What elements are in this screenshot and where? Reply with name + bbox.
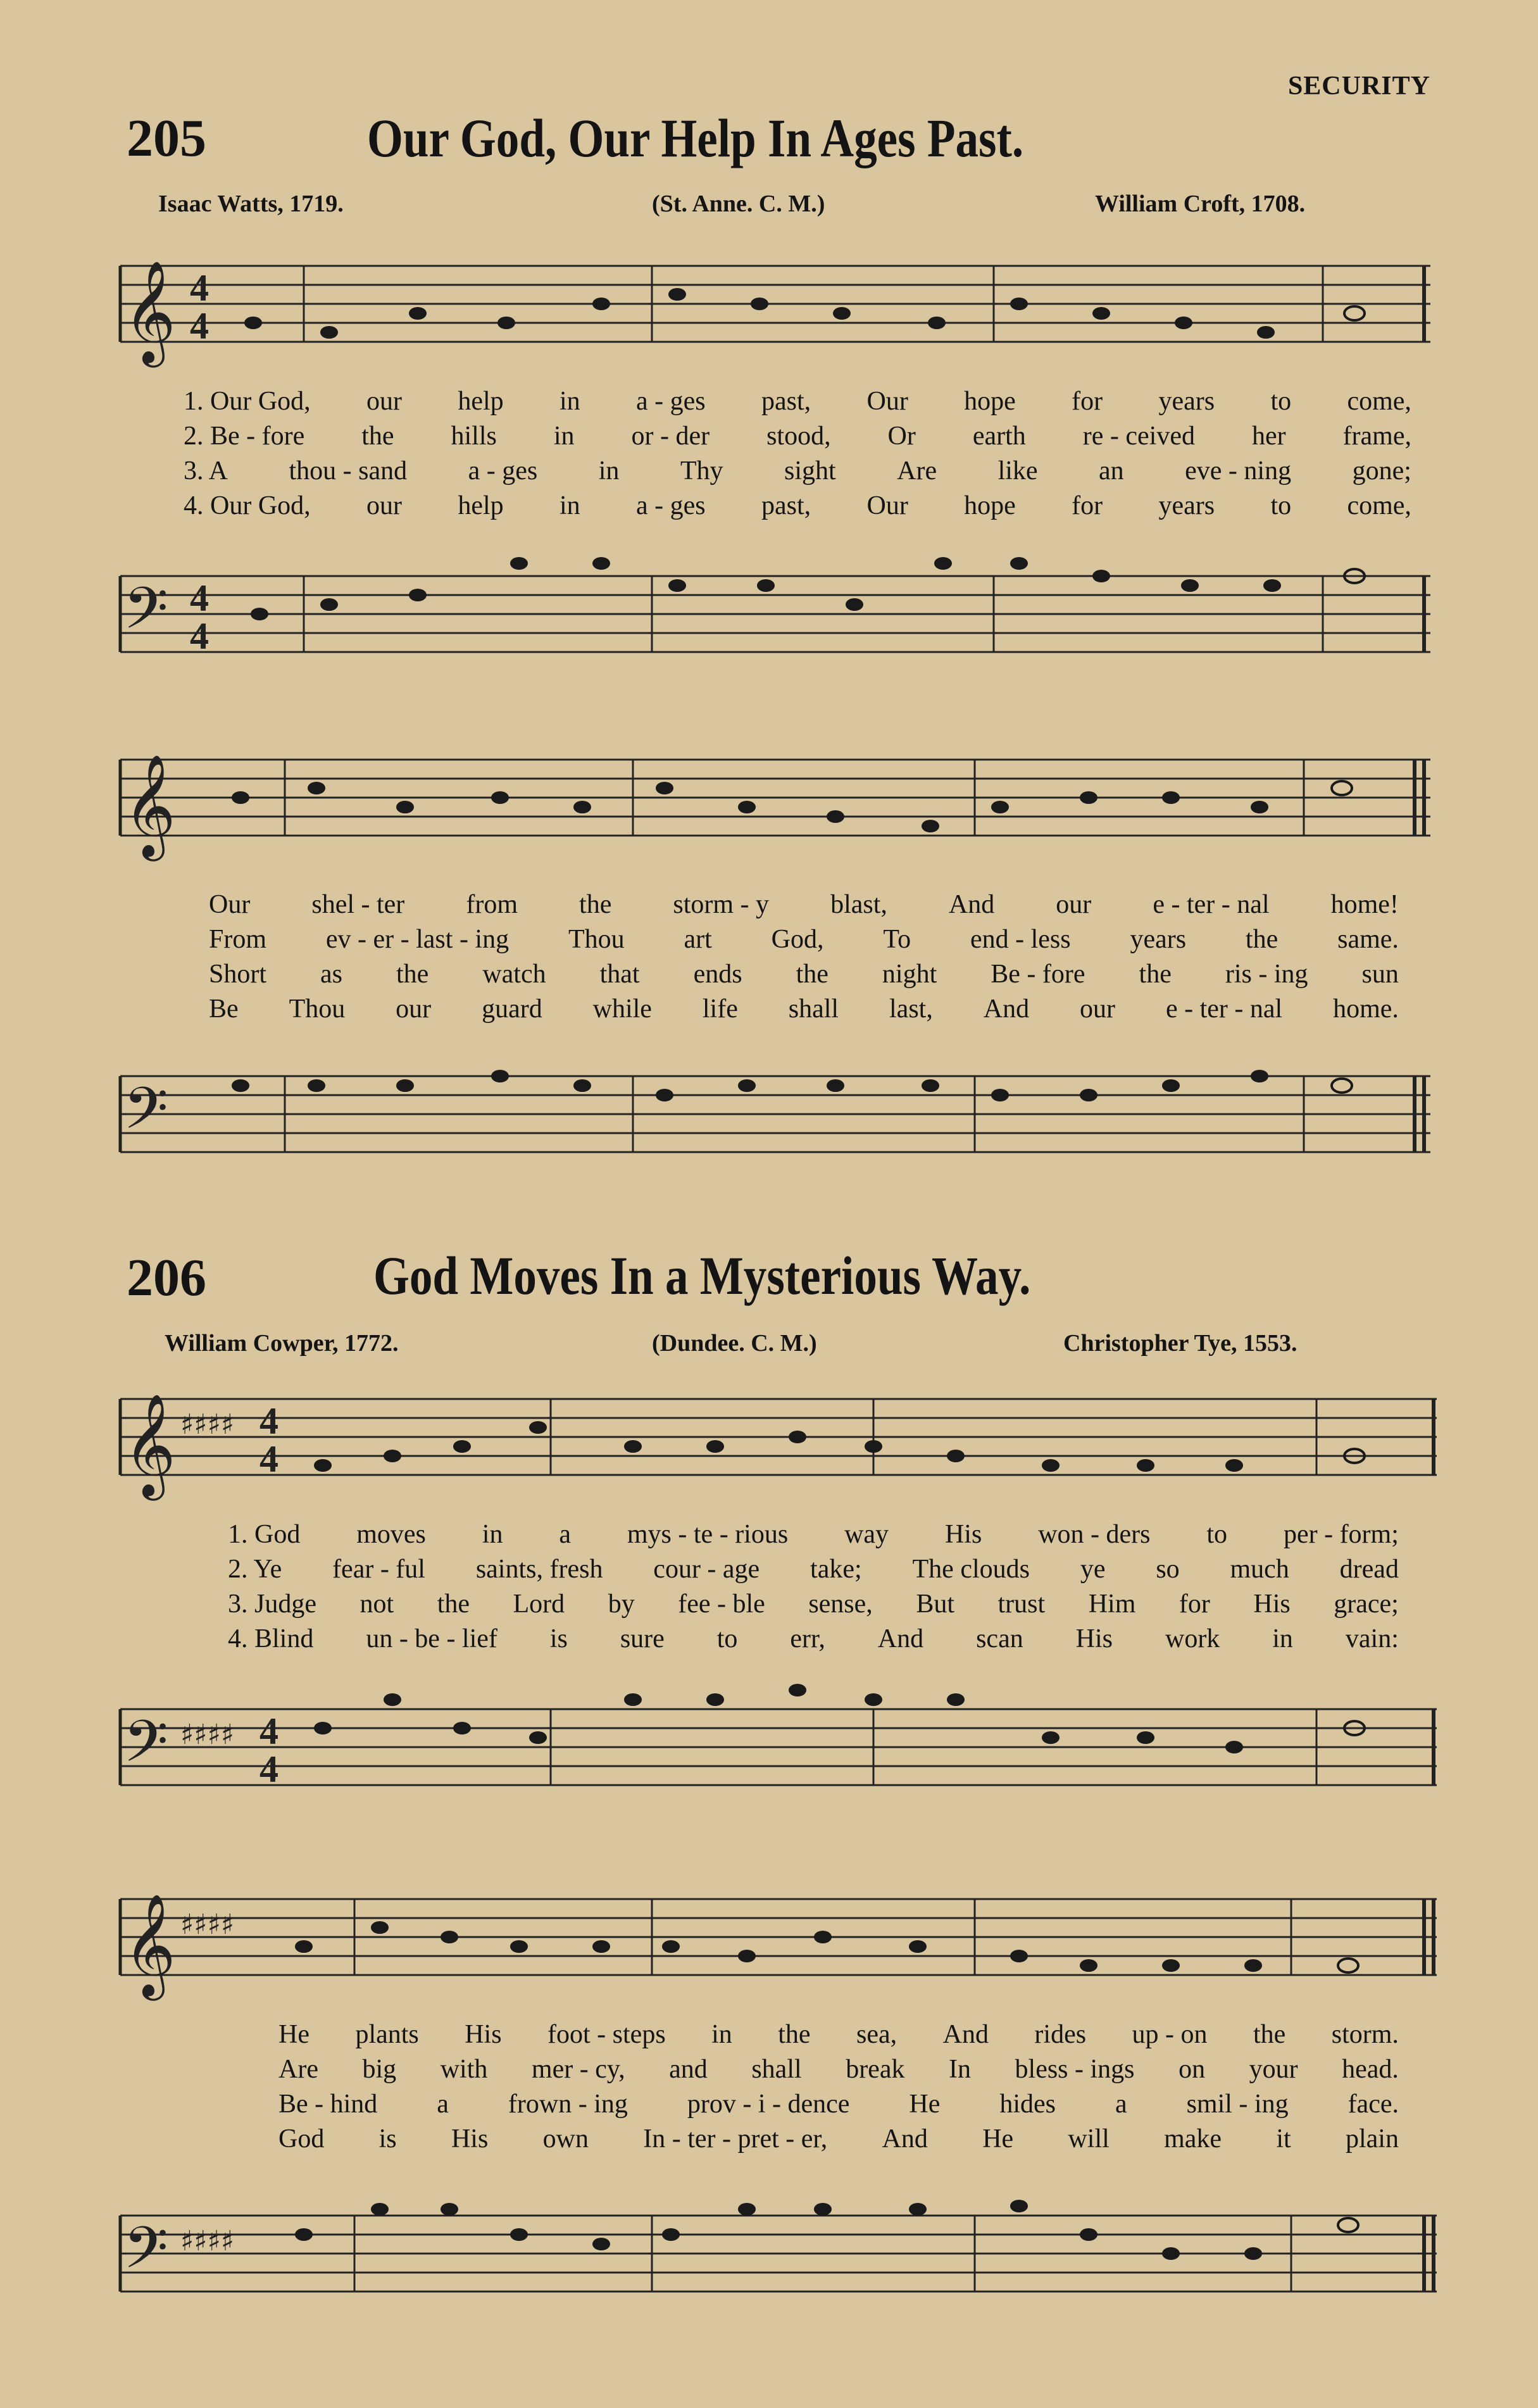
lyric-syllable: help	[458, 387, 504, 416]
treble-clef-icon: 𝄞	[123, 1393, 176, 1496]
lyric-syllable: the	[361, 422, 394, 451]
lyric-syllable: Thou	[289, 994, 346, 1024]
lyric-syllable: ends	[693, 960, 742, 989]
lyric-syllable: our	[396, 994, 432, 1024]
lyric-syllable: His	[944, 1520, 982, 1549]
lyric-row	[228, 1519, 1399, 1550]
lyric-syllable: an	[1099, 456, 1124, 486]
lyric-syllable: e - ter - nal	[1165, 994, 1283, 1024]
lyric-syllable: and	[669, 2055, 708, 2084]
lyric-syllable: Thy	[680, 456, 723, 486]
bass-staff-system-4	[0, 2190, 1538, 2342]
lyric-syllable: it	[1276, 2124, 1291, 2154]
lyric-syllable: by	[608, 1590, 635, 1619]
svg-text:4: 4	[190, 615, 209, 657]
lyric-syllable: is	[378, 2124, 397, 2154]
hymn-tune: (Dundee. C. M.)	[652, 1330, 817, 1357]
lyric-syllable: her	[1251, 422, 1286, 451]
lyric-syllable: the	[1245, 925, 1279, 954]
lyric-syllable: shel - ter	[311, 890, 405, 919]
lyric-syllable: a	[1115, 2090, 1127, 2119]
lyric-syllable: hills	[451, 422, 497, 451]
hymn-title: Our God, Our Help In Ages Past.	[367, 108, 1024, 168]
lyric-syllable: saints, fresh	[475, 1555, 603, 1584]
lyric-row	[278, 2054, 1399, 2085]
lyric-row	[184, 421, 1411, 451]
bass-clef-icon: 𝄢	[123, 2214, 168, 2295]
lyric-syllable: take;	[810, 1555, 862, 1584]
lyric-syllable: bless - ings	[1015, 2055, 1135, 2084]
lyric-syllable: mer - cy,	[531, 2055, 625, 2084]
lyric-syllable: storm.	[1331, 2020, 1399, 2049]
lyric-syllable: like	[997, 456, 1038, 486]
lyric-syllable: sure	[620, 1624, 665, 1653]
lyric-syllable: From	[209, 925, 267, 954]
bass-clef-icon: 𝄢	[123, 1708, 168, 1789]
lyric-syllable: sun	[1361, 960, 1399, 989]
hymn-author: Isaac Watts, 1719.	[158, 191, 344, 217]
lyric-syllable: cour - age	[653, 1555, 760, 1584]
lyric-syllable: that	[599, 960, 640, 989]
key-signature-sharps: ♯♯♯♯	[180, 1719, 235, 1751]
lyric-syllable: 3. A	[184, 456, 228, 486]
lyric-syllable: night	[882, 960, 937, 989]
lyric-syllable: head.	[1342, 2055, 1399, 2084]
lyric-syllable: our	[1056, 890, 1092, 919]
lyric-syllable: God,	[771, 925, 824, 954]
lyric-syllable: ye	[1080, 1555, 1106, 1584]
lyric-syllable: Thou	[568, 925, 625, 954]
lyric-syllable: as	[320, 960, 343, 989]
lyric-syllable: years	[1158, 387, 1215, 416]
lyric-syllable: past,	[761, 491, 811, 520]
lyric-syllable: rides	[1034, 2020, 1087, 2049]
svg-text:4: 4	[259, 1710, 278, 1752]
hymn-composer: Christopher Tye, 1553.	[1063, 1330, 1297, 1357]
lyric-syllable: a	[437, 2090, 449, 2119]
lyric-syllable: to	[1270, 387, 1292, 416]
lyric-syllable: in	[711, 2020, 732, 2049]
lyric-syllable: hope	[964, 491, 1016, 520]
treble-staff-system-2	[0, 734, 1538, 886]
section-label: SECURITY	[1287, 72, 1430, 101]
lyric-syllable: sea,	[856, 2020, 897, 2049]
lyric-syllable: scan	[976, 1624, 1023, 1653]
hymn-number: 206	[127, 1248, 206, 1307]
svg-text:4: 4	[259, 1438, 278, 1480]
lyric-syllable: a - ges	[636, 491, 706, 520]
lyric-syllable: gone;	[1352, 456, 1411, 486]
lyric-syllable: hope	[964, 387, 1016, 416]
lyric-syllable: home!	[1330, 890, 1399, 919]
lyric-syllable: Or	[887, 422, 916, 451]
lyric-syllable: for	[1072, 387, 1103, 416]
svg-text:4: 4	[190, 267, 209, 309]
lyric-syllable: watch	[482, 960, 546, 989]
lyric-syllable: to	[716, 1624, 738, 1653]
lyric-syllable: break	[846, 2055, 905, 2084]
lyric-syllable: He	[982, 2124, 1014, 2154]
lyric-syllable: 2. Be - fore	[184, 422, 305, 451]
lyric-syllable: much	[1230, 1555, 1289, 1584]
lyric-row	[184, 386, 1411, 417]
lyric-syllable: face.	[1347, 2090, 1399, 2119]
lyric-syllable: hides	[999, 2090, 1056, 2119]
lyric-syllable: ris - ing	[1225, 960, 1308, 989]
lyric-row	[278, 2019, 1399, 2050]
lyric-syllable: 1. Our God,	[184, 387, 311, 416]
lyric-syllable: And	[882, 2124, 928, 2154]
lyric-syllable: per - form;	[1283, 1520, 1399, 1549]
lyric-syllable: His	[465, 2020, 502, 2049]
lyric-row	[209, 889, 1399, 920]
lyric-syllable: in	[560, 387, 580, 416]
lyric-syllable: life	[702, 994, 738, 1024]
lyric-syllable: And	[942, 2020, 989, 2049]
bass-staff-system-2	[0, 1044, 1538, 1177]
lyric-syllable: in	[482, 1520, 503, 1549]
lyric-row	[209, 959, 1399, 989]
treble-staff-system-1	[0, 241, 1538, 392]
lyric-syllable: dread	[1339, 1555, 1399, 1584]
lyric-syllable: frown - ing	[508, 2090, 628, 2119]
key-signature-sharps: ♯♯♯♯	[180, 1408, 235, 1441]
hymn-title: God Moves In a Mysterious Way.	[373, 1245, 1031, 1306]
lyric-syllable: make	[1164, 2124, 1222, 2154]
lyric-syllable: thou - sand	[289, 456, 408, 486]
lyric-syllable: last,	[889, 994, 933, 1024]
lyric-syllable: 3. Judge	[228, 1590, 316, 1619]
lyric-syllable: come,	[1347, 387, 1411, 416]
lyric-syllable: our	[366, 491, 402, 520]
bass-clef-icon: 𝄢	[123, 1075, 168, 1156]
lyric-syllable: smil - ing	[1186, 2090, 1289, 2119]
lyric-syllable: stood,	[766, 422, 831, 451]
lyric-row	[184, 456, 1411, 486]
lyric-syllable: years	[1158, 491, 1215, 520]
lyric-syllable: And	[877, 1624, 924, 1653]
lyric-syllable: blast,	[830, 890, 887, 919]
lyric-row	[278, 2124, 1399, 2154]
treble-clef-icon: 𝄞	[123, 754, 176, 857]
svg-text:4: 4	[259, 1748, 278, 1790]
lyric-syllable: come,	[1347, 491, 1411, 520]
lyric-syllable: the	[437, 1590, 470, 1619]
lyric-syllable: And	[983, 994, 1030, 1024]
lyric-syllable: plain	[1346, 2124, 1399, 2154]
lyric-syllable: in	[1272, 1624, 1293, 1653]
lyric-syllable: for	[1072, 491, 1103, 520]
lyric-syllable: guard	[482, 994, 542, 1024]
lyric-syllable: sight	[784, 456, 836, 486]
lyric-syllable: In - ter - pret - er,	[643, 2124, 828, 2154]
svg-text:4: 4	[259, 1400, 278, 1442]
lyric-syllable: same.	[1337, 925, 1399, 954]
lyric-syllable: past,	[761, 387, 811, 416]
lyric-syllable: home.	[1333, 994, 1399, 1024]
lyric-syllable: fear - ful	[332, 1555, 425, 1584]
lyric-syllable: a	[559, 1520, 571, 1549]
lyric-syllable: The clouds	[912, 1555, 1030, 1584]
key-signature-sharps: ♯♯♯♯	[180, 2225, 235, 2257]
lyric-syllable: His	[1075, 1624, 1113, 1653]
lyric-syllable: Be - fore	[991, 960, 1085, 989]
lyric-syllable: is	[549, 1624, 568, 1653]
lyric-syllable: foot - steps	[547, 2020, 666, 2049]
lyric-syllable: storm - y	[673, 890, 770, 919]
lyric-syllable: up - on	[1132, 2020, 1208, 2049]
lyric-syllable: re - ceived	[1082, 422, 1195, 451]
lyric-syllable: for	[1179, 1590, 1210, 1619]
lyric-syllable: from	[466, 890, 518, 919]
treble-clef-icon: 𝄞	[123, 1893, 176, 1997]
bass-staff-system-1	[0, 544, 1538, 696]
lyric-syllable: work	[1165, 1624, 1220, 1653]
lyric-syllable: plants	[355, 2020, 419, 2049]
lyric-syllable: to	[1206, 1520, 1228, 1549]
lyric-syllable: won - ders	[1038, 1520, 1151, 1549]
lyric-syllable: prov - i - dence	[687, 2090, 850, 2119]
lyric-syllable: He	[909, 2090, 941, 2119]
lyric-syllable: in	[560, 491, 580, 520]
lyric-syllable: Are	[897, 456, 937, 486]
lyric-syllable: Our	[866, 387, 908, 416]
lyric-syllable: a - ges	[468, 456, 538, 486]
hymn-number: 205	[127, 109, 206, 168]
lyric-row	[209, 994, 1399, 1024]
lyric-row	[228, 1554, 1399, 1584]
lyric-syllable: on	[1179, 2055, 1206, 2084]
lyric-syllable: vain:	[1345, 1624, 1399, 1653]
lyric-syllable: the	[579, 890, 612, 919]
lyric-syllable: with	[440, 2055, 488, 2084]
lyric-row	[278, 2089, 1399, 2119]
lyric-syllable: art	[684, 925, 712, 954]
lyric-row	[184, 491, 1411, 521]
lyric-syllable: err,	[790, 1624, 825, 1653]
treble-staff-system-4	[0, 1874, 1538, 2026]
lyric-syllable: sense,	[808, 1590, 873, 1619]
lyric-syllable: shall	[788, 994, 839, 1024]
lyric-syllable: eve - ning	[1185, 456, 1292, 486]
lyric-syllable: in	[598, 456, 620, 486]
lyric-syllable: the	[1139, 960, 1172, 989]
lyric-syllable: earth	[972, 422, 1026, 451]
bass-staff-system-3	[0, 1671, 1538, 1823]
lyric-syllable: will	[1068, 2124, 1110, 2154]
lyric-syllable: help	[458, 491, 504, 520]
lyric-syllable: in	[553, 422, 575, 451]
lyric-syllable: Our	[866, 491, 908, 520]
lyric-syllable: the	[1253, 2020, 1286, 2049]
lyric-syllable: own	[542, 2124, 589, 2154]
lyric-syllable: e - ter - nal	[1153, 890, 1270, 919]
lyric-syllable: shall	[751, 2055, 802, 2084]
lyric-syllable: 4. Our God,	[184, 491, 311, 520]
lyric-syllable: end - less	[970, 925, 1071, 954]
lyric-syllable: In	[949, 2055, 971, 2084]
lyric-syllable: 2. Ye	[228, 1555, 282, 1584]
lyric-syllable: Lord	[513, 1590, 565, 1619]
lyric-syllable: big	[362, 2055, 397, 2084]
lyric-syllable: years	[1130, 925, 1187, 954]
lyric-syllable: His	[451, 2124, 489, 2154]
lyric-syllable: And	[948, 890, 995, 919]
lyric-syllable: frame,	[1342, 422, 1411, 451]
lyric-syllable: To	[883, 925, 911, 954]
lyric-syllable: His	[1253, 1590, 1291, 1619]
lyric-syllable: Are	[278, 2055, 318, 2084]
lyric-syllable: our	[366, 387, 402, 416]
lyric-syllable: Be	[209, 994, 239, 1024]
lyric-syllable: fee - ble	[678, 1590, 765, 1619]
lyric-syllable: our	[1080, 994, 1116, 1024]
hymn-author: William Cowper, 1772.	[165, 1330, 399, 1357]
lyric-syllable: your	[1249, 2055, 1298, 2084]
treble-staff-system-3	[0, 1374, 1538, 1526]
treble-clef-icon: 𝄞	[123, 260, 176, 363]
lyric-syllable: un - be - lief	[366, 1624, 497, 1653]
lyric-syllable: ev - er - last - ing	[325, 925, 510, 954]
lyric-syllable: not	[359, 1590, 394, 1619]
lyric-syllable: the	[778, 2020, 811, 2049]
lyric-syllable: moves	[356, 1520, 426, 1549]
lyric-syllable: Short	[209, 960, 267, 989]
lyric-syllable: But	[916, 1590, 954, 1619]
lyric-syllable: grace;	[1334, 1590, 1399, 1619]
bass-clef-icon: 𝄢	[123, 575, 168, 656]
lyric-syllable: while	[592, 994, 652, 1024]
lyric-syllable: way	[844, 1520, 889, 1549]
lyric-syllable: the	[796, 960, 828, 989]
lyric-syllable: a - ges	[636, 387, 706, 416]
lyric-row	[228, 1624, 1399, 1654]
lyric-syllable: trust	[997, 1590, 1046, 1619]
hymn-tune: (St. Anne. C. M.)	[652, 191, 825, 217]
lyric-row	[228, 1589, 1399, 1619]
lyric-syllable: Our	[209, 890, 251, 919]
lyric-syllable: so	[1156, 1555, 1180, 1584]
lyric-syllable: mys - te - rious	[627, 1520, 789, 1549]
hymn-composer: William Croft, 1708.	[1095, 191, 1306, 217]
lyric-syllable: 1. God	[228, 1520, 301, 1549]
lyric-syllable: Be - hind	[278, 2090, 378, 2119]
key-signature-sharps: ♯♯♯♯	[180, 1909, 235, 1941]
svg-text:4: 4	[190, 577, 209, 619]
lyric-syllable: 4. Blind	[228, 1624, 314, 1653]
lyric-syllable: to	[1270, 491, 1292, 520]
svg-text:4: 4	[190, 305, 209, 347]
lyric-syllable: He	[278, 2020, 309, 2049]
lyric-syllable: God	[278, 2124, 325, 2154]
lyric-syllable: the	[396, 960, 429, 989]
lyric-syllable: or - der	[631, 422, 710, 451]
lyric-row	[209, 924, 1399, 955]
lyric-syllable: Him	[1088, 1590, 1136, 1619]
